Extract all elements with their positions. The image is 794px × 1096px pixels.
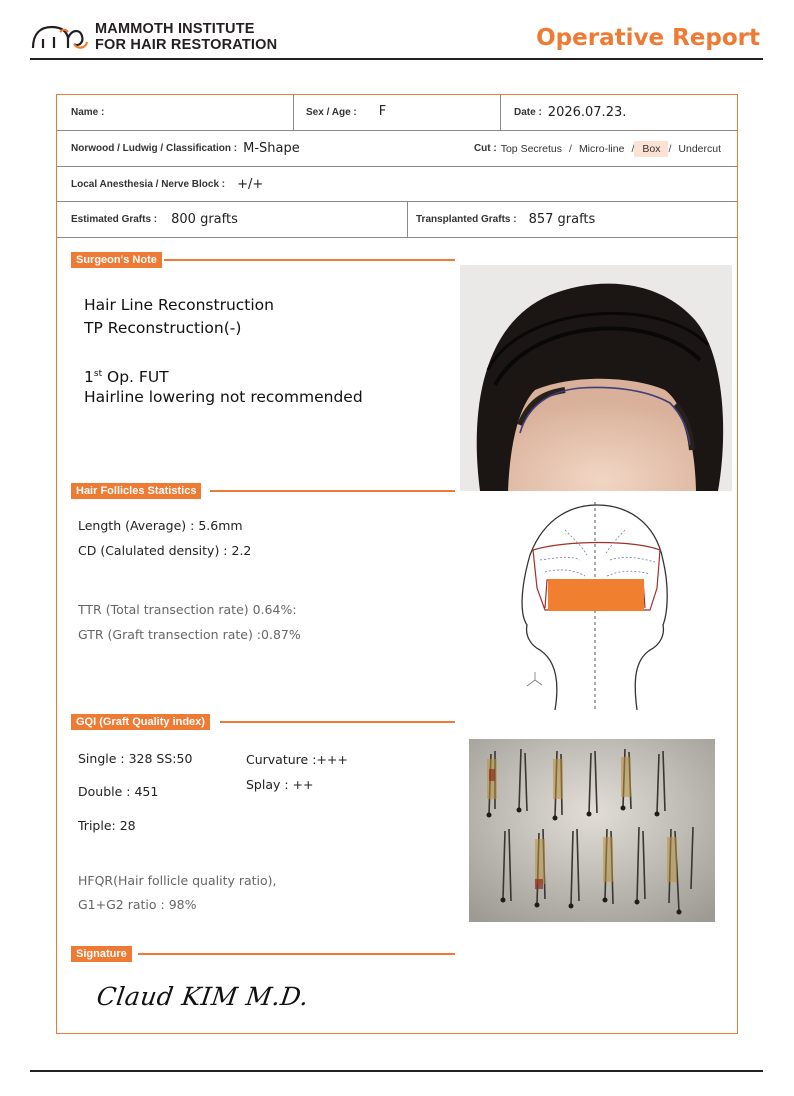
name-cell [71, 95, 110, 130]
note-line-4: Hairline lowering not recommended [84, 388, 363, 406]
report-title: Operative Report [536, 25, 760, 51]
cut-label: Cut : [473, 143, 497, 154]
institute-name-line1: MAMMOTH INSTITUTE [95, 21, 255, 37]
hairline-photo [460, 265, 732, 491]
surgeons-note-title: Surgeon's Note [71, 252, 162, 268]
follicle-stats-rule [210, 490, 455, 492]
cut-option-micro-line: Micro-line [578, 142, 625, 155]
sex-age-value: F [378, 104, 387, 119]
cut-option-undercut: Undercut [678, 142, 721, 155]
estimated-grafts-cell [71, 202, 238, 237]
institute-name-line2: FOR HAIR RESTORATION [95, 37, 278, 53]
gqi-curvature: Curvature :+++ [246, 752, 348, 767]
transplanted-grafts-value: 857 grafts [528, 212, 596, 227]
gqi-header [71, 714, 210, 730]
surgeons-note-rule [164, 259, 455, 261]
classification-row [57, 131, 737, 167]
surgeons-note-header [71, 252, 162, 268]
institute-name [95, 21, 277, 53]
note-line-3 [84, 363, 363, 386]
stat-ttr: TTR (Total transection rate) 0.64%: [78, 602, 297, 617]
note-line-1: Hair Line Reconstruction [84, 296, 274, 314]
gqi-splay: Splay : ++ [246, 777, 314, 792]
grafts-photo [469, 739, 715, 922]
patient-row [57, 95, 737, 131]
signature-title: Signature [71, 946, 132, 962]
donor-area-head-diagram [515, 500, 675, 712]
estimated-grafts-value: 800 grafts [171, 212, 238, 227]
classification-label: Norwood / Ludwig / Classification : [71, 143, 238, 154]
gqi-rule [220, 721, 455, 723]
surgeons-note-text [84, 294, 363, 409]
anesthesia-row [57, 167, 737, 202]
date-value: 2026.07.23. [547, 105, 627, 120]
sex-age-label: Sex / Age : [306, 107, 357, 118]
date-cell [514, 95, 626, 130]
anesthesia-cell [71, 167, 263, 201]
op-number: 1 [84, 368, 94, 387]
transplanted-grafts-label: Transplanted Grafts : [416, 214, 517, 225]
gqi-title: GQI (Graft Quality index) [71, 714, 210, 730]
stat-cd: CD (Calulated density) : 2.2 [78, 543, 252, 558]
transplanted-grafts-cell [416, 202, 595, 237]
follicle-stats-title: Hair Follicles Statistics [71, 483, 201, 499]
cut-option-top-secretus: Top Secretus [500, 142, 563, 155]
cut-option-box-selected: Box [634, 141, 668, 157]
op-text: Op. FUT [102, 368, 169, 387]
header-divider [30, 58, 763, 60]
estimated-grafts-label: Estimated Grafts : [71, 214, 158, 225]
anesthesia-label: Local Anesthesia / Nerve Block : [71, 178, 226, 190]
gqi-double: Double : 451 [78, 784, 159, 799]
handwritten-signature: Claud KIM M.D. [94, 982, 311, 1011]
classification-cell [71, 131, 300, 166]
stat-length: Length (Average) : 5.6mm [78, 518, 243, 533]
footer-divider [30, 1070, 763, 1072]
date-label: Date : [514, 107, 542, 118]
gqi-triple: Triple: 28 [78, 818, 136, 833]
follicle-stats-header [71, 483, 201, 499]
signature-header [71, 946, 132, 962]
classification-value: M-Shape [243, 141, 300, 156]
name-label: Name : [71, 107, 105, 118]
sex-age-cell [306, 95, 386, 130]
cut-options: Cut : Top Secretus / Micro-line / Box / Undercut [473, 142, 721, 155]
stat-gtr: GTR (Graft transection rate) :0.87% [78, 627, 301, 642]
gqi-ratio: G1+G2 ratio : 98% [78, 897, 197, 912]
anesthesia-value: +/+ [237, 176, 264, 192]
gqi-hfqr: HFQR(Hair follicle quality ratio), [78, 873, 277, 888]
gqi-single: Single : 328 SS:50 [78, 751, 193, 766]
mammoth-logo-icon [30, 20, 90, 50]
op-suffix: st [93, 369, 103, 379]
grafts-row [57, 202, 737, 238]
signature-rule [138, 953, 455, 955]
note-line-2: TP Reconstruction(-) [84, 319, 242, 337]
